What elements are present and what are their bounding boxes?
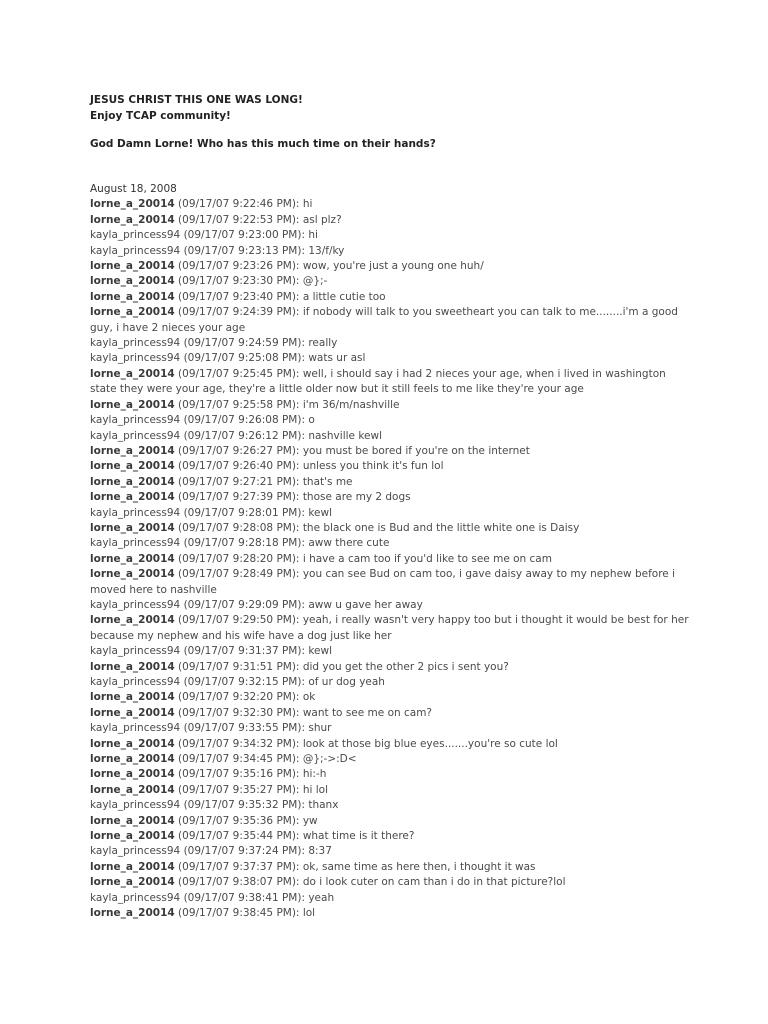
message-username: lorne_a_20014 <box>90 306 175 319</box>
message-text: o <box>308 414 315 427</box>
message-username: kayla_princess94 <box>90 676 181 688</box>
message-username: kayla_princess94 <box>90 799 181 812</box>
spacer <box>90 152 690 182</box>
chat-message <box>90 490 690 505</box>
message-username: kayla_princess94 <box>90 352 181 365</box>
message-timestamp: (09/17/07 9:38:45 PM): <box>174 907 303 920</box>
message-text: aww there cute <box>308 537 390 550</box>
message-text: ok, same time as here then, i thought it was <box>302 860 536 873</box>
message-text: nashville kewl <box>308 429 382 442</box>
message-username: lorne_a_20014 <box>90 706 175 719</box>
chat-message <box>90 875 690 890</box>
message-username: lorne_a_20014 <box>90 444 175 457</box>
chat-message <box>90 660 690 675</box>
message-timestamp: (09/17/07 9:31:37 PM): <box>180 645 309 658</box>
message-timestamp: (09/17/07 9:23:40 PM): <box>174 290 303 303</box>
message-text: i have a cam too if you'd like to see me on cam <box>302 552 552 565</box>
comment-line: God Damn Lorne! Who has this much time on their hands? <box>90 138 436 150</box>
message-text: well, i should say i had 2 nieces your age, when i lived in washington state they were your age, they're a little older now but it still feels to me like they're your age <box>90 367 666 396</box>
message-text: what time is it there? <box>302 830 415 843</box>
message-timestamp: (09/17/07 9:22:53 PM): <box>174 213 303 226</box>
message-username: lorne_a_20014 <box>90 367 175 380</box>
message-timestamp: (09/17/07 9:32:30 PM): <box>174 706 303 719</box>
message-timestamp: (09/17/07 9:38:41 PM): <box>180 891 309 904</box>
message-timestamp: (09/17/07 9:33:55 PM): <box>180 722 309 735</box>
message-timestamp: (09/17/07 9:28:01 PM): <box>180 506 309 519</box>
chat-message <box>90 305 690 336</box>
message-timestamp: (09/17/07 9:29:50 PM): <box>174 614 303 627</box>
message-text: @};->:D< <box>302 753 357 766</box>
message-text: lol <box>302 907 316 920</box>
message-text: want to see me on cam? <box>302 706 433 719</box>
chat-log <box>90 197 690 921</box>
message-timestamp: (09/17/07 9:28:20 PM): <box>174 552 303 565</box>
message-text: hi <box>308 229 318 242</box>
message-username: kayla_princess94 <box>90 645 181 658</box>
spacer <box>90 124 690 136</box>
message-username: lorne_a_20014 <box>90 213 175 226</box>
message-text: those are my 2 dogs <box>302 491 411 504</box>
chat-message <box>90 336 690 351</box>
message-username: kayla_princess94 <box>90 722 181 735</box>
message-text: a little cutie too <box>302 290 386 303</box>
message-text: wats ur asl <box>308 352 366 365</box>
message-text: did you get the other 2 pics i sent you? <box>302 660 509 673</box>
message-text: 8:37 <box>308 845 332 858</box>
chat-message <box>90 737 690 752</box>
message-text: yeah, i really wasn't very happy too but i thought it would be best for her because my nephew and his wife have a dog just like her <box>90 614 689 642</box>
message-username: lorne_a_20014 <box>90 860 175 873</box>
message-username: kayla_princess94 <box>90 845 181 858</box>
message-text: unless you think it's fun lol <box>302 460 444 473</box>
message-text: ok <box>302 691 316 704</box>
chat-message <box>90 228 690 243</box>
message-text: 13/f/ky <box>308 244 345 257</box>
message-timestamp: (09/17/07 9:23:30 PM): <box>174 275 303 288</box>
message-timestamp: (09/17/07 9:38:07 PM): <box>174 876 303 889</box>
chat-message <box>90 706 690 721</box>
message-timestamp: (09/17/07 9:24:39 PM): <box>174 306 303 319</box>
chat-message <box>90 459 690 474</box>
title-line: JESUS CHRIST THIS ONE WAS LONG! <box>90 94 303 106</box>
message-username: kayla_princess94 <box>90 598 181 611</box>
chat-message <box>90 613 690 644</box>
chat-message <box>90 259 690 274</box>
chat-message <box>90 244 690 259</box>
message-timestamp: (09/17/07 9:26:12 PM): <box>180 429 309 442</box>
message-timestamp: (09/17/07 9:37:37 PM): <box>174 860 303 873</box>
chat-message <box>90 906 690 921</box>
message-username: kayla_princess94 <box>90 337 181 350</box>
message-timestamp: (09/17/07 9:35:27 PM): <box>174 783 303 796</box>
message-text: the black one is Bud and the little white one is Daisy <box>302 521 580 534</box>
chat-message <box>90 644 690 659</box>
message-timestamp: (09/17/07 9:26:40 PM): <box>174 460 303 473</box>
message-username: lorne_a_20014 <box>90 275 175 288</box>
message-username: lorne_a_20014 <box>90 521 175 534</box>
message-username: lorne_a_20014 <box>90 783 175 796</box>
message-text: asl plz? <box>302 213 342 226</box>
message-username: lorne_a_20014 <box>90 907 175 920</box>
message-username: lorne_a_20014 <box>90 491 175 504</box>
message-timestamp: (09/17/07 9:37:24 PM): <box>180 845 309 858</box>
message-timestamp: (09/17/07 9:32:15 PM): <box>180 676 309 688</box>
message-text: do i look cuter on cam than i do in that picture?lol <box>302 876 566 889</box>
chat-message <box>90 413 690 428</box>
message-text: look at those big blue eyes.......you're so cute lol <box>302 737 558 750</box>
message-timestamp: (09/17/07 9:23:13 PM): <box>180 244 309 257</box>
message-timestamp: (09/17/07 9:23:26 PM): <box>174 260 303 273</box>
message-username: lorne_a_20014 <box>90 552 175 565</box>
message-text: kewl <box>308 645 333 658</box>
message-text: of ur dog yeah <box>308 676 385 688</box>
message-timestamp: (09/17/07 9:24:59 PM): <box>180 337 309 350</box>
message-username: lorne_a_20014 <box>90 475 175 488</box>
subtitle-line: Enjoy TCAP community! <box>90 110 231 122</box>
message-timestamp: (09/17/07 9:34:45 PM): <box>174 753 303 766</box>
chat-message <box>90 567 690 598</box>
chat-message <box>90 213 690 228</box>
message-text: you must be bored if you're on the internet <box>302 444 530 457</box>
message-username: lorne_a_20014 <box>90 260 175 273</box>
message-text: kewl <box>308 506 333 519</box>
message-username: lorne_a_20014 <box>90 876 175 889</box>
message-text: wow, you're just a young one huh/ <box>302 260 484 273</box>
message-timestamp: (09/17/07 9:31:51 PM): <box>174 660 303 673</box>
message-timestamp: (09/17/07 9:28:18 PM): <box>180 537 309 550</box>
message-username: lorne_a_20014 <box>90 691 175 704</box>
message-username: lorne_a_20014 <box>90 614 175 627</box>
message-timestamp: (09/17/07 9:26:08 PM): <box>180 414 309 427</box>
chat-message <box>90 690 690 705</box>
chat-message <box>90 767 690 782</box>
message-timestamp: (09/17/07 9:27:21 PM): <box>174 475 303 488</box>
message-timestamp: (09/17/07 9:25:45 PM): <box>174 367 303 380</box>
message-username: lorne_a_20014 <box>90 460 175 473</box>
message-username: lorne_a_20014 <box>90 198 175 211</box>
message-text: hi:-h <box>302 768 327 781</box>
chat-message <box>90 721 690 736</box>
message-timestamp: (09/17/07 9:22:46 PM): <box>174 198 303 211</box>
chat-message <box>90 506 690 521</box>
message-text: thanx <box>308 799 339 812</box>
message-username: lorne_a_20014 <box>90 398 175 411</box>
chat-message <box>90 398 690 413</box>
message-text: really <box>308 337 338 350</box>
chat-message <box>90 814 690 829</box>
message-timestamp: (09/17/07 9:35:44 PM): <box>174 830 303 843</box>
chat-message <box>90 521 690 536</box>
message-timestamp: (09/17/07 9:27:39 PM): <box>174 491 303 504</box>
message-text: if nobody will talk to you sweetheart you can talk to me........i'm a good guy, i have 2 nieces your age <box>90 306 678 334</box>
message-text: hi lol <box>302 783 328 796</box>
message-timestamp: (09/17/07 9:32:20 PM): <box>174 691 303 704</box>
message-username: lorne_a_20014 <box>90 660 175 673</box>
message-text: you can see Bud on cam too, i gave daisy away to my nephew before i moved here to nashville <box>90 568 675 596</box>
message-text: i'm 36/m/nashville <box>302 398 400 411</box>
log-date: August 18, 2008 <box>90 183 177 195</box>
message-timestamp: (09/17/07 9:28:08 PM): <box>174 521 303 534</box>
chat-message <box>90 783 690 798</box>
chat-message <box>90 367 690 398</box>
message-text: yeah <box>308 891 335 904</box>
message-username: kayla_princess94 <box>90 506 181 519</box>
message-username: kayla_princess94 <box>90 429 181 442</box>
message-username: lorne_a_20014 <box>90 814 175 827</box>
chat-message <box>90 475 690 490</box>
message-timestamp: (09/17/07 9:28:49 PM): <box>174 568 303 581</box>
message-username: kayla_princess94 <box>90 414 181 427</box>
chat-message <box>90 274 690 289</box>
chat-message <box>90 798 690 813</box>
chat-message <box>90 351 690 366</box>
message-timestamp: (09/17/07 9:26:27 PM): <box>174 444 303 457</box>
message-timestamp: (09/17/07 9:25:58 PM): <box>174 398 303 411</box>
chat-message <box>90 752 690 767</box>
message-username: lorne_a_20014 <box>90 768 175 781</box>
message-username: lorne_a_20014 <box>90 830 175 843</box>
chat-message <box>90 536 690 551</box>
message-username: lorne_a_20014 <box>90 753 175 766</box>
message-text: yw <box>302 814 318 827</box>
message-timestamp: (09/17/07 9:23:00 PM): <box>180 229 309 242</box>
chat-message <box>90 829 690 844</box>
chat-message <box>90 598 690 613</box>
message-username: kayla_princess94 <box>90 891 181 904</box>
chat-message <box>90 675 690 690</box>
message-timestamp: (09/17/07 9:35:36 PM): <box>174 814 303 827</box>
chat-message <box>90 552 690 567</box>
message-username: kayla_princess94 <box>90 229 181 242</box>
message-text: hi <box>302 198 313 211</box>
message-timestamp: (09/17/07 9:35:32 PM): <box>180 799 309 812</box>
message-text: that's me <box>302 475 353 488</box>
chat-message <box>90 197 690 212</box>
message-username: lorne_a_20014 <box>90 568 175 581</box>
message-timestamp: (09/17/07 9:29:09 PM): <box>180 598 309 611</box>
message-timestamp: (09/17/07 9:35:16 PM): <box>174 768 303 781</box>
chat-message <box>90 290 690 305</box>
message-username: lorne_a_20014 <box>90 290 175 303</box>
chat-message <box>90 429 690 444</box>
chat-message <box>90 844 690 859</box>
message-username: kayla_princess94 <box>90 537 181 550</box>
message-username: kayla_princess94 <box>90 244 181 257</box>
message-text: aww u gave her away <box>308 598 423 611</box>
message-text: shur <box>308 722 332 735</box>
document-page <box>90 92 690 922</box>
message-timestamp: (09/17/07 9:25:08 PM): <box>180 352 309 365</box>
message-username: lorne_a_20014 <box>90 737 175 750</box>
message-timestamp: (09/17/07 9:34:32 PM): <box>174 737 303 750</box>
message-text: @};- <box>302 275 328 288</box>
chat-message <box>90 891 690 906</box>
chat-message <box>90 444 690 459</box>
chat-message <box>90 860 690 875</box>
